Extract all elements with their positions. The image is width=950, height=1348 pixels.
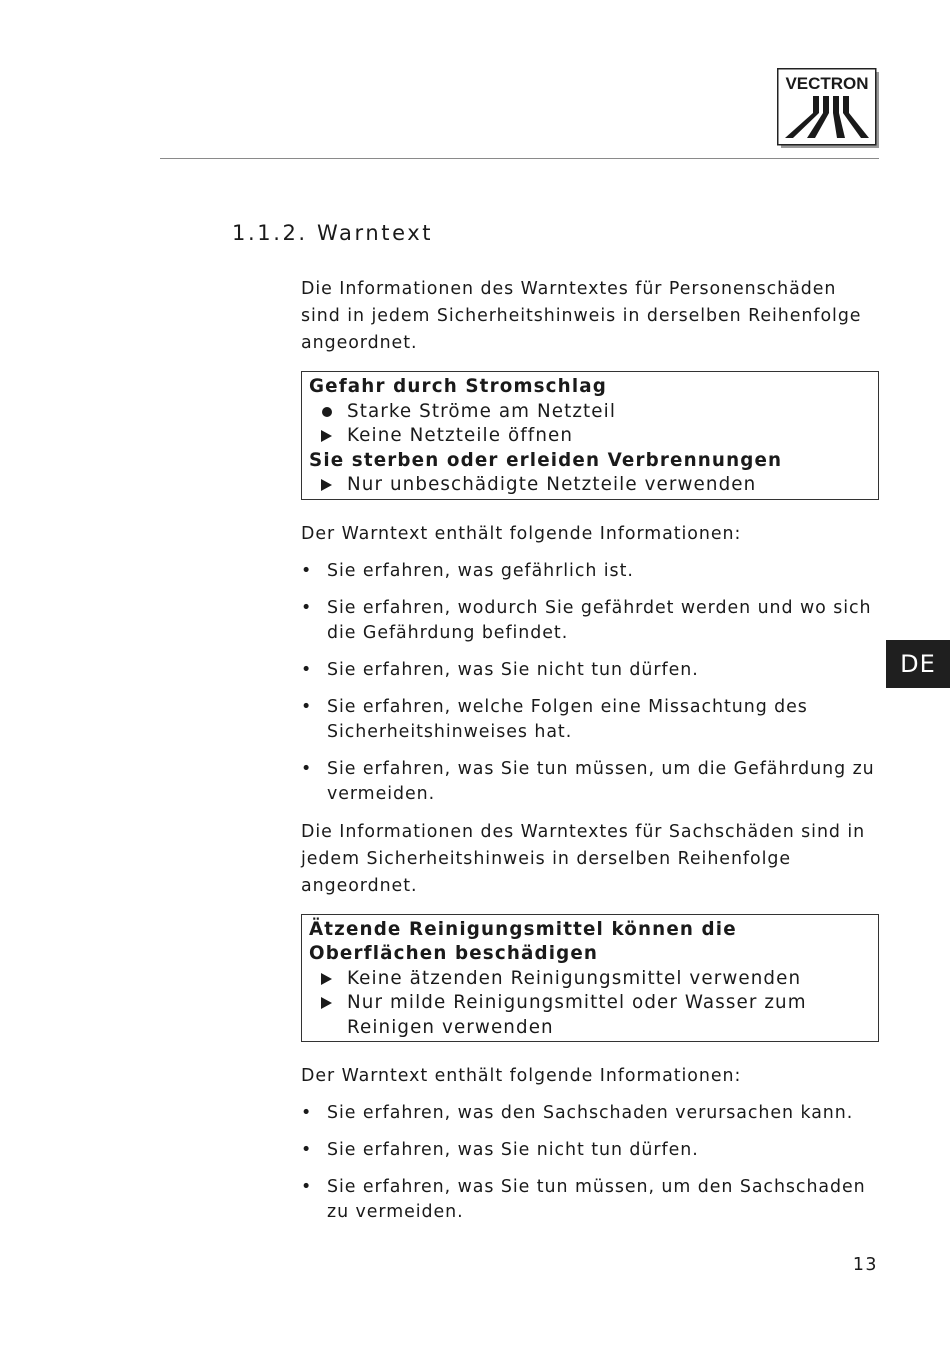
list-intro-personal: Der Warntext enthält folgende Informationen: (301, 523, 742, 544)
warning-measure (309, 991, 872, 1040)
bullet-icon: • (301, 659, 313, 680)
bullet-icon: • (301, 597, 313, 618)
warning-cause-text: Starke Ströme am Netzteil (347, 400, 617, 422)
bullet-icon: • (301, 758, 313, 779)
list-intro-property: Der Warntext enthält folgende Informationen: (301, 1066, 742, 1086)
list-item: • Sie erfahren, was Sie nicht tun dürfen. (301, 658, 879, 683)
warning-measure-text: Nur milde Reinigungsmittel oder Wasser zum Reinigen verwenden (347, 992, 807, 1038)
language-tab-de[interactable]: DE (886, 640, 950, 688)
bullet-icon: • (301, 696, 313, 717)
warning-measure (309, 967, 872, 992)
arrow-right-icon (321, 473, 337, 499)
list-item: • Sie erfahren, was Sie tun müssen, um die Gefährdung zu vermeiden. (301, 758, 875, 804)
arrow-right-icon (321, 967, 337, 993)
section-heading: 1.1.2. Warntext (232, 221, 434, 245)
arrow-right-icon (321, 991, 337, 1017)
list-item: • Sie erfahren, was Sie nicht tun dürfen. (301, 1138, 879, 1163)
logo-text: VECTRON (785, 74, 869, 93)
list-item: • Sie erfahren, was den Sachschaden verursachen kann. (301, 1101, 879, 1126)
list-item: • Sie erfahren, welche Folgen eine Missachtung des Sicherheitshinweises hat. (301, 696, 808, 742)
arrow-right-icon (321, 424, 337, 450)
warning-box-personal (301, 371, 879, 500)
warning-cause (309, 400, 872, 425)
warning-title: Ätzende Reinigungsmittel können die Oberflächen beschädigen (309, 918, 737, 964)
list-item: • Sie erfahren, wodurch Sie gefährdet werden und wo sich die Gefährdung befindet. (301, 597, 872, 643)
warning-consequence: Sie sterben oder erleiden Verbrennungen (309, 449, 783, 471)
list-item: • Sie erfahren, was Sie tun müssen, um den Sachschaden zu vermeiden. (301, 1177, 866, 1222)
bullet-dot-icon (321, 400, 337, 425)
bullet-icon: • (301, 1177, 313, 1197)
info-list-personal (301, 559, 879, 807)
bullet-icon: • (301, 1103, 313, 1123)
header-rule (160, 158, 879, 159)
warning-title: Gefahr durch Stromschlag (309, 376, 607, 397)
warning-measure-text: Nur unbeschädigte Netzteile verwenden (347, 474, 757, 495)
section-content (301, 276, 879, 1237)
intro-property: Die Informationen des Warntextes für Sachschäden sind in jedem Sicherheitshinweis in derselben Reihenfolge angeordnet. (301, 821, 866, 896)
warning-prohibition-text: Keine Netzteile öffnen (347, 425, 574, 446)
warning-measure (309, 473, 872, 498)
list-item: • Sie erfahren, was gefährlich ist. (301, 559, 879, 584)
vectron-logo (777, 68, 879, 148)
intro-personal: Die Informationen des Warntextes für Personenschäden sind in jedem Sicherheitshinweis in derselben Reihenfolge angeordnet. (301, 279, 862, 353)
info-list-property (301, 1101, 879, 1225)
bullet-icon: • (301, 560, 313, 581)
warning-prohibition (309, 424, 872, 449)
page-number: 13 (852, 1255, 878, 1275)
warning-measure-text: Keine ätzenden Reinigungsmittel verwenden (347, 967, 802, 989)
warning-box-property (301, 914, 879, 1043)
bullet-icon: • (301, 1140, 313, 1160)
